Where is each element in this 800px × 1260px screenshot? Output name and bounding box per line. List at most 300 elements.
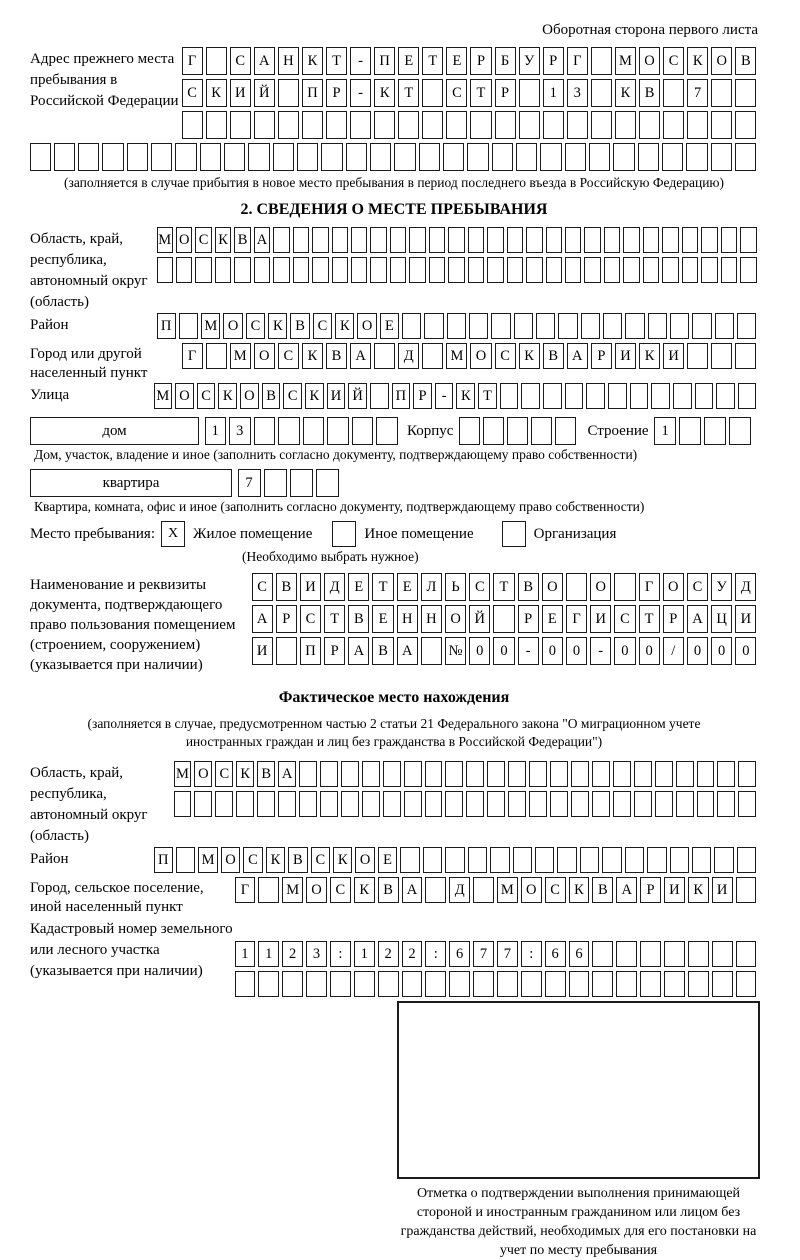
char-box[interactable] (254, 111, 275, 139)
char-box[interactable]: О (194, 761, 212, 787)
char-box[interactable]: К (268, 313, 287, 339)
char-box[interactable]: 3 (229, 417, 251, 445)
char-box[interactable] (445, 847, 464, 873)
char-box[interactable] (737, 847, 756, 873)
char-box[interactable] (30, 143, 51, 171)
char-box[interactable]: У (519, 47, 540, 75)
char-box[interactable] (206, 111, 227, 139)
char-box[interactable]: Д (735, 573, 756, 601)
char-box[interactable] (206, 47, 227, 75)
char-box[interactable]: 1 (543, 79, 564, 107)
char-box[interactable] (567, 111, 588, 139)
char-box[interactable] (664, 971, 685, 997)
char-box[interactable] (529, 761, 547, 787)
char-box[interactable] (282, 971, 303, 997)
char-box[interactable] (697, 761, 715, 787)
char-box[interactable]: Т (324, 605, 345, 633)
char-box[interactable]: К (218, 383, 237, 409)
checkbox-organization[interactable] (502, 521, 526, 547)
char-box[interactable]: А (687, 605, 708, 633)
char-box[interactable]: - (350, 47, 371, 75)
char-box[interactable] (425, 971, 446, 997)
char-box[interactable] (102, 143, 123, 171)
char-box[interactable]: 7 (473, 941, 494, 967)
char-box[interactable] (194, 791, 212, 817)
char-box[interactable] (445, 791, 463, 817)
char-box[interactable] (529, 791, 547, 817)
char-box[interactable] (526, 257, 542, 283)
char-box[interactable] (497, 971, 518, 997)
char-box[interactable] (493, 605, 514, 633)
char-box[interactable] (422, 343, 443, 369)
char-box[interactable] (555, 417, 576, 445)
char-box[interactable] (682, 227, 698, 253)
char-box[interactable] (662, 227, 678, 253)
char-box[interactable] (546, 257, 562, 283)
char-box[interactable] (179, 313, 198, 339)
char-box[interactable] (623, 227, 639, 253)
char-box[interactable] (374, 343, 395, 369)
char-box[interactable]: Т (470, 79, 491, 107)
char-box[interactable]: О (542, 573, 563, 601)
char-box[interactable]: К (305, 383, 324, 409)
char-box[interactable]: : (330, 941, 351, 967)
char-box[interactable]: Г (566, 605, 587, 633)
char-box[interactable]: 6 (545, 941, 566, 967)
char-box[interactable]: Д (324, 573, 345, 601)
char-box[interactable]: К (302, 343, 323, 369)
char-box[interactable]: Г (182, 47, 203, 75)
char-box[interactable]: Р (324, 637, 345, 665)
char-box[interactable]: Е (542, 605, 563, 633)
char-box[interactable] (273, 227, 289, 253)
char-box[interactable]: М (201, 313, 220, 339)
char-box[interactable] (737, 313, 756, 339)
char-box[interactable] (500, 383, 519, 409)
char-box[interactable]: О (357, 313, 376, 339)
char-box[interactable] (175, 143, 196, 171)
char-box[interactable] (670, 847, 689, 873)
char-box[interactable]: В (735, 47, 756, 75)
char-box[interactable] (470, 111, 491, 139)
char-box[interactable] (157, 257, 173, 283)
char-box[interactable]: Т (478, 383, 497, 409)
char-box[interactable] (278, 417, 300, 445)
char-box[interactable]: М (157, 227, 173, 253)
char-box[interactable]: А (616, 877, 637, 903)
char-box[interactable] (663, 79, 684, 107)
char-box[interactable]: И (230, 79, 251, 107)
char-box[interactable] (400, 847, 419, 873)
char-box[interactable] (592, 761, 610, 787)
char-box[interactable] (682, 257, 698, 283)
char-box[interactable] (182, 111, 203, 139)
char-box[interactable]: О (521, 877, 542, 903)
char-box[interactable] (320, 791, 338, 817)
char-box[interactable] (321, 143, 342, 171)
char-box[interactable] (625, 847, 644, 873)
char-box[interactable] (565, 227, 581, 253)
char-box[interactable] (738, 761, 756, 787)
char-box[interactable] (686, 143, 707, 171)
char-box[interactable]: В (372, 637, 393, 665)
char-box[interactable]: Р (543, 47, 564, 75)
char-box[interactable]: 0 (735, 637, 756, 665)
char-box[interactable]: Л (421, 573, 442, 601)
char-box[interactable] (332, 257, 348, 283)
char-box[interactable] (508, 761, 526, 787)
char-box[interactable]: И (252, 637, 273, 665)
char-box[interactable] (176, 847, 195, 873)
char-box[interactable] (215, 257, 231, 283)
char-box[interactable] (419, 143, 440, 171)
char-box[interactable]: В (276, 573, 297, 601)
char-box[interactable] (449, 971, 470, 997)
char-box[interactable]: С (243, 847, 262, 873)
char-box[interactable]: 0 (566, 637, 587, 665)
char-box[interactable] (487, 257, 503, 283)
char-box[interactable] (402, 971, 423, 997)
char-box[interactable] (543, 111, 564, 139)
char-box[interactable] (507, 257, 523, 283)
char-box[interactable] (687, 111, 708, 139)
char-box[interactable] (676, 791, 694, 817)
char-box[interactable] (78, 143, 99, 171)
char-box[interactable]: 0 (542, 637, 563, 665)
char-box[interactable] (402, 313, 421, 339)
char-box[interactable] (721, 257, 737, 283)
char-box[interactable]: К (519, 343, 540, 369)
char-box[interactable] (421, 637, 442, 665)
char-box[interactable]: 7 (497, 941, 518, 967)
char-box[interactable]: Е (378, 847, 397, 873)
char-box[interactable] (687, 343, 708, 369)
char-box[interactable]: 1 (654, 417, 676, 445)
char-box[interactable]: 2 (282, 941, 303, 967)
char-box[interactable] (404, 791, 422, 817)
char-box[interactable] (640, 941, 661, 967)
char-box[interactable]: С (313, 313, 332, 339)
char-box[interactable]: С (252, 573, 273, 601)
char-box[interactable]: Е (380, 313, 399, 339)
char-box[interactable] (613, 143, 634, 171)
char-box[interactable]: 1 (354, 941, 375, 967)
char-box[interactable]: А (252, 605, 273, 633)
char-box[interactable] (350, 111, 371, 139)
char-box[interactable] (306, 971, 327, 997)
char-box[interactable] (446, 111, 467, 139)
char-box[interactable] (613, 761, 631, 787)
char-box[interactable] (526, 227, 542, 253)
char-box[interactable] (466, 791, 484, 817)
char-box[interactable] (603, 313, 622, 339)
char-box[interactable]: М (154, 383, 173, 409)
char-box[interactable] (688, 941, 709, 967)
char-box[interactable] (540, 143, 561, 171)
char-box[interactable] (404, 761, 422, 787)
char-box[interactable] (717, 791, 735, 817)
char-box[interactable] (195, 257, 211, 283)
char-box[interactable] (508, 791, 526, 817)
char-box[interactable]: Д (449, 877, 470, 903)
char-box[interactable] (616, 941, 637, 967)
char-box[interactable] (662, 257, 678, 283)
char-box[interactable] (648, 313, 667, 339)
char-box[interactable] (584, 257, 600, 283)
char-box[interactable] (592, 791, 610, 817)
char-box[interactable]: - (518, 637, 539, 665)
char-box[interactable] (422, 111, 443, 139)
char-box[interactable]: Р (276, 605, 297, 633)
char-box[interactable] (254, 417, 276, 445)
char-box[interactable] (276, 637, 297, 665)
char-box[interactable]: С (446, 79, 467, 107)
char-box[interactable] (692, 847, 711, 873)
char-box[interactable] (692, 313, 711, 339)
char-box[interactable]: О (639, 47, 660, 75)
char-box[interactable] (423, 847, 442, 873)
char-box[interactable] (591, 111, 612, 139)
char-box[interactable]: Ц (711, 605, 732, 633)
char-box[interactable] (466, 761, 484, 787)
char-box[interactable] (714, 847, 733, 873)
char-box[interactable]: Р (495, 79, 516, 107)
char-box[interactable]: У (711, 573, 732, 601)
char-box[interactable] (638, 143, 659, 171)
char-box[interactable] (215, 791, 233, 817)
char-box[interactable]: С (300, 605, 321, 633)
char-box[interactable]: С (215, 761, 233, 787)
char-box[interactable]: 6 (569, 941, 590, 967)
char-box[interactable] (514, 313, 533, 339)
char-box[interactable] (236, 791, 254, 817)
char-box[interactable] (545, 971, 566, 997)
char-box[interactable]: К (215, 227, 231, 253)
char-box[interactable] (54, 143, 75, 171)
char-box[interactable]: В (234, 227, 250, 253)
char-box[interactable]: 2 (378, 941, 399, 967)
char-box[interactable]: Г (235, 877, 256, 903)
char-box[interactable]: И (663, 343, 684, 369)
char-box[interactable]: С (230, 47, 251, 75)
char-box[interactable]: А (567, 343, 588, 369)
char-box[interactable]: К (266, 847, 285, 873)
char-box[interactable] (735, 79, 756, 107)
char-box[interactable]: Е (348, 573, 369, 601)
char-box[interactable]: Е (372, 605, 393, 633)
char-box[interactable] (312, 227, 328, 253)
char-box[interactable] (293, 227, 309, 253)
char-box[interactable] (516, 143, 537, 171)
char-box[interactable] (581, 313, 600, 339)
char-box[interactable] (487, 761, 505, 787)
char-box[interactable]: Р (413, 383, 432, 409)
char-box[interactable] (473, 877, 494, 903)
char-box[interactable] (701, 227, 717, 253)
char-box[interactable]: Ь (445, 573, 466, 601)
char-box[interactable]: М (446, 343, 467, 369)
char-box[interactable] (711, 343, 732, 369)
char-box[interactable] (651, 383, 670, 409)
char-box[interactable] (711, 143, 732, 171)
char-box[interactable] (425, 761, 443, 787)
char-box[interactable] (429, 257, 445, 283)
char-box[interactable]: С (545, 877, 566, 903)
char-box[interactable]: К (206, 79, 227, 107)
char-box[interactable] (580, 847, 599, 873)
char-box[interactable] (346, 143, 367, 171)
char-box[interactable] (738, 383, 757, 409)
char-box[interactable]: М (282, 877, 303, 903)
char-box[interactable] (330, 971, 351, 997)
char-box[interactable]: И (664, 877, 685, 903)
char-box[interactable]: К (333, 847, 352, 873)
char-box[interactable] (566, 573, 587, 601)
char-box[interactable]: С (246, 313, 265, 339)
char-box[interactable] (248, 143, 269, 171)
char-box[interactable] (424, 313, 443, 339)
char-box[interactable] (655, 791, 673, 817)
char-box[interactable]: С (195, 227, 211, 253)
char-box[interactable] (519, 111, 540, 139)
char-box[interactable]: О (221, 847, 240, 873)
char-box[interactable]: А (350, 343, 371, 369)
char-box[interactable]: Г (567, 47, 588, 75)
char-box[interactable] (565, 257, 581, 283)
checkbox-residential[interactable]: X (161, 521, 185, 547)
char-box[interactable] (550, 791, 568, 817)
char-box[interactable]: П (300, 637, 321, 665)
char-box[interactable]: И (615, 343, 636, 369)
char-box[interactable]: С (197, 383, 216, 409)
char-box[interactable] (299, 761, 317, 787)
char-box[interactable] (740, 227, 756, 253)
char-box[interactable] (546, 227, 562, 253)
char-box[interactable]: В (257, 761, 275, 787)
char-box[interactable]: Г (639, 573, 660, 601)
char-box[interactable]: В (378, 877, 399, 903)
char-box[interactable] (320, 761, 338, 787)
char-box[interactable] (571, 791, 589, 817)
char-box[interactable] (697, 791, 715, 817)
char-box[interactable]: Т (398, 79, 419, 107)
char-box[interactable] (647, 847, 666, 873)
char-box[interactable]: 1 (205, 417, 227, 445)
char-box[interactable]: Е (397, 573, 418, 601)
char-box[interactable]: Н (278, 47, 299, 75)
char-box[interactable] (293, 257, 309, 283)
char-box[interactable] (362, 791, 380, 817)
char-box[interactable]: О (355, 847, 374, 873)
char-box[interactable]: С (283, 383, 302, 409)
char-box[interactable] (176, 257, 192, 283)
char-box[interactable] (483, 417, 504, 445)
char-box[interactable]: С (182, 79, 203, 107)
char-box[interactable] (591, 47, 612, 75)
char-box[interactable]: М (230, 343, 251, 369)
char-box[interactable] (378, 971, 399, 997)
char-box[interactable] (354, 971, 375, 997)
char-box[interactable] (394, 143, 415, 171)
char-box[interactable]: С (469, 573, 490, 601)
char-box[interactable]: О (223, 313, 242, 339)
char-box[interactable]: В (543, 343, 564, 369)
char-box[interactable]: Й (254, 79, 275, 107)
char-box[interactable]: С (495, 343, 516, 369)
char-box[interactable]: В (290, 313, 309, 339)
char-box[interactable] (370, 143, 391, 171)
char-box[interactable] (519, 79, 540, 107)
char-box[interactable]: 3 (567, 79, 588, 107)
char-box[interactable] (425, 877, 446, 903)
char-box[interactable]: К (374, 79, 395, 107)
char-box[interactable] (374, 111, 395, 139)
char-box[interactable] (623, 257, 639, 283)
char-box[interactable] (490, 847, 509, 873)
char-box[interactable] (701, 257, 717, 283)
char-box[interactable] (729, 417, 751, 445)
char-box[interactable]: П (302, 79, 323, 107)
char-box[interactable]: 1 (258, 941, 279, 967)
char-box[interactable]: О (470, 343, 491, 369)
char-box[interactable] (602, 847, 621, 873)
char-box[interactable] (608, 383, 627, 409)
char-box[interactable] (273, 143, 294, 171)
char-box[interactable] (303, 417, 325, 445)
char-box[interactable]: П (392, 383, 411, 409)
char-box[interactable] (616, 971, 637, 997)
char-box[interactable] (351, 257, 367, 283)
char-box[interactable] (625, 313, 644, 339)
char-box[interactable] (736, 971, 757, 997)
char-box[interactable]: В (326, 343, 347, 369)
char-box[interactable]: 7 (238, 469, 261, 497)
char-box[interactable] (422, 79, 443, 107)
char-box[interactable]: 7 (687, 79, 708, 107)
char-box[interactable] (735, 143, 756, 171)
char-box[interactable]: Г (182, 343, 203, 369)
char-box[interactable]: О (445, 605, 466, 633)
checkbox-other-premises[interactable] (332, 521, 356, 547)
char-box[interactable]: К (236, 761, 254, 787)
char-box[interactable]: 0 (493, 637, 514, 665)
char-box[interactable] (278, 791, 296, 817)
char-box[interactable] (174, 791, 192, 817)
char-box[interactable] (604, 257, 620, 283)
char-box[interactable]: С (614, 605, 635, 633)
char-box[interactable] (376, 417, 398, 445)
char-box[interactable]: П (374, 47, 395, 75)
char-box[interactable] (715, 313, 734, 339)
char-box[interactable]: О (254, 343, 275, 369)
char-box[interactable] (736, 877, 757, 903)
char-box[interactable] (302, 111, 323, 139)
char-box[interactable] (332, 227, 348, 253)
char-box[interactable]: О (663, 573, 684, 601)
char-box[interactable]: С (330, 877, 351, 903)
char-box[interactable] (721, 227, 737, 253)
char-box[interactable] (448, 257, 464, 283)
char-box[interactable] (409, 227, 425, 253)
char-box[interactable] (507, 417, 528, 445)
char-box[interactable]: К (569, 877, 590, 903)
char-box[interactable]: Т (639, 605, 660, 633)
char-box[interactable]: М (174, 761, 192, 787)
char-box[interactable]: Р (470, 47, 491, 75)
char-box[interactable] (443, 143, 464, 171)
char-box[interactable] (634, 791, 652, 817)
char-box[interactable] (717, 761, 735, 787)
